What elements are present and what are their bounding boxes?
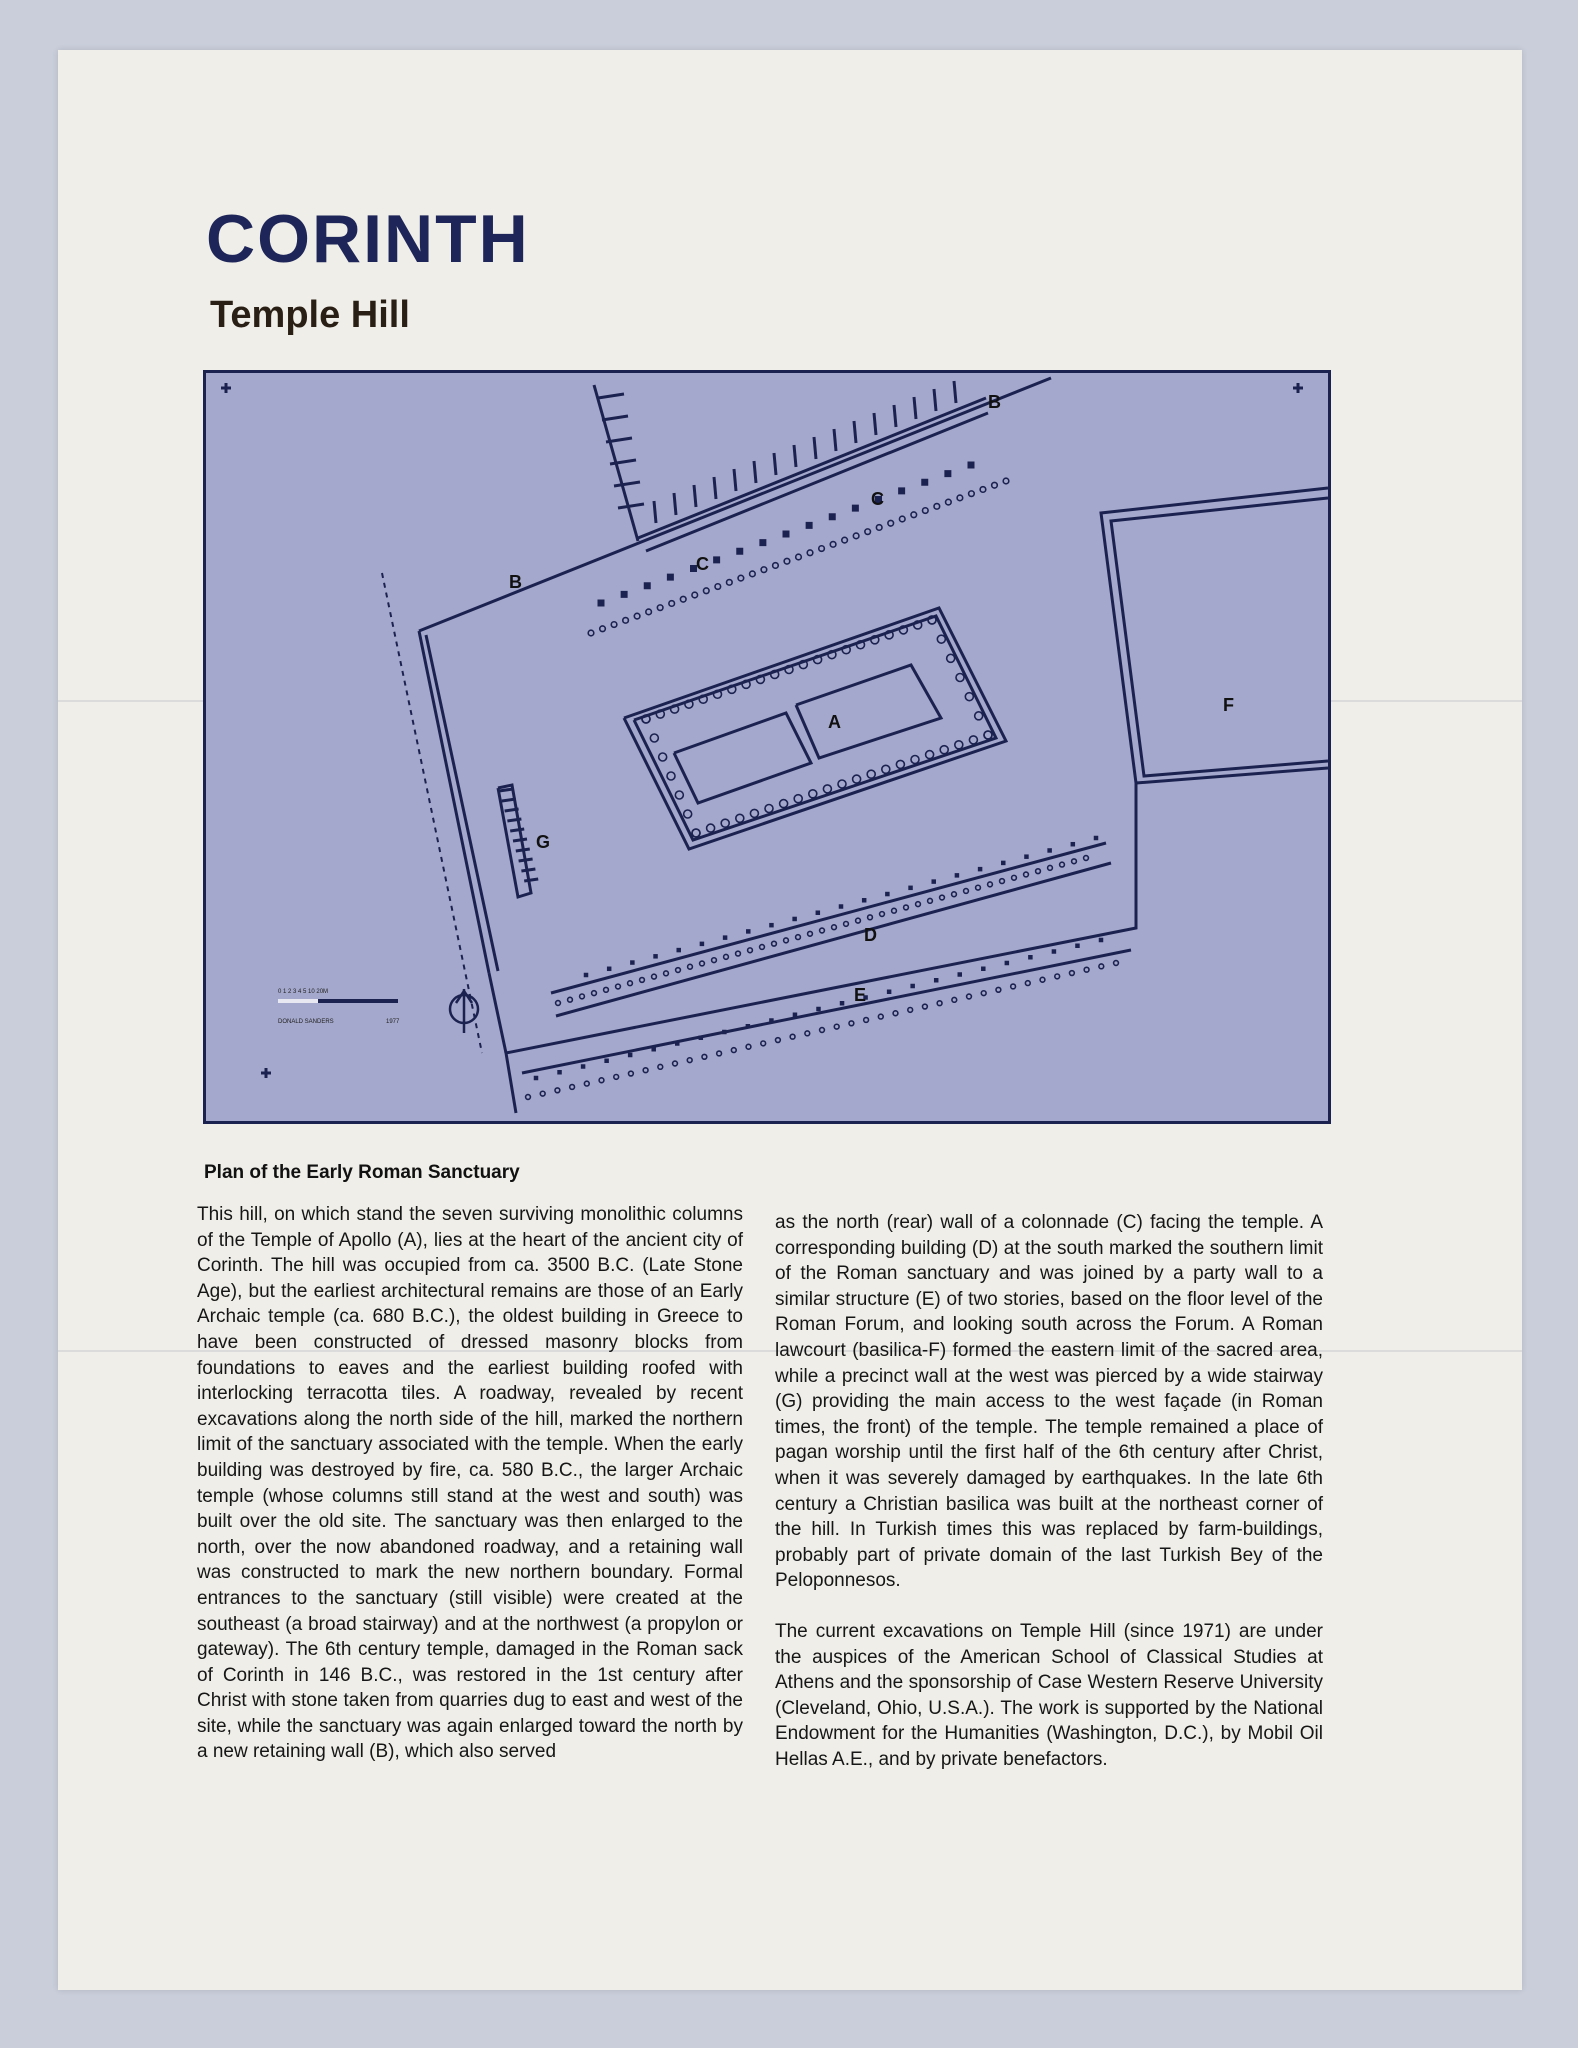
building-d-pier xyxy=(839,904,844,909)
building-e-pier xyxy=(699,1036,704,1041)
colonnade-c-column xyxy=(888,520,894,526)
colonnade-c-pier xyxy=(968,462,975,469)
building-e-column xyxy=(599,1078,604,1083)
building-d-column xyxy=(928,898,933,903)
wall-b-buttress xyxy=(674,493,676,515)
colonnade-c-column xyxy=(761,567,767,573)
scale-label: 0 1 2 3 4 5 10 20M xyxy=(278,989,329,995)
building-e-pier xyxy=(887,990,892,995)
building-e-pier xyxy=(1075,944,1080,949)
wall-b-buttress xyxy=(814,437,816,459)
building-d-pier xyxy=(1047,848,1052,853)
temple-column xyxy=(765,805,773,813)
colonnade-c-pier xyxy=(598,600,605,607)
colonnade-c-column xyxy=(692,592,698,598)
stair-step xyxy=(499,789,513,791)
temple-column xyxy=(650,734,658,742)
building-e-pier xyxy=(1028,955,1033,960)
building-d-column xyxy=(712,958,717,963)
stair-step xyxy=(510,829,524,831)
basilica-f-inner xyxy=(1111,498,1328,776)
building-d-column xyxy=(568,997,573,1002)
building-e-column xyxy=(1040,977,1045,982)
colonnade-c-column xyxy=(784,558,790,564)
building-e-column xyxy=(996,987,1001,992)
building-e-column xyxy=(834,1024,839,1029)
stair-step xyxy=(519,859,533,861)
paragraph: as the north (rear) wall of a colonnade (C) facing the temple. A corresponding building (D) at the south marked the southern limit of the Roman sanctuary and was joined by a party wall to a similar structure (E) of two stories, based on the floor level of the Roman Forum, and looking south across the Forum. A Roman lawcourt (basilica-F) formed the eastern limit of the sacred area, while a precinct wall at the west was pierced by a wide stairway (G) providing the main access to the west façade (in Roman times, the front) of the temple. The temple remained a place of pagan worship until the first half of the 6th century after Christ, when it was severely damaged by earthquakes. In the late 6th century a Christian basilica was built at the northeast corner of the hill. In Turkish times this was replaced by farm-buildings, probably part of private domain of the last Turkish Bey of the Peloponnesos. xyxy=(775,1212,1323,1592)
building-e-column xyxy=(908,1008,913,1013)
colonnade-c-column xyxy=(773,563,779,569)
building-d-pier xyxy=(1001,861,1006,866)
wall-b-north-inner xyxy=(646,413,988,551)
building-d-pier xyxy=(630,960,635,965)
label-f: F xyxy=(1223,695,1234,715)
colonnade-c-pier xyxy=(829,513,836,520)
building-e-pier xyxy=(722,1030,727,1035)
text-column-right xyxy=(775,1210,1323,1797)
building-d-column xyxy=(832,925,837,930)
building-d-column xyxy=(1060,862,1065,867)
colonnade-c-column xyxy=(680,596,686,602)
colonnade-c-column xyxy=(830,542,836,548)
temple-column xyxy=(956,674,964,682)
temple-column xyxy=(955,741,963,749)
label-b-top: B xyxy=(988,392,1001,412)
building-e-column xyxy=(790,1034,795,1039)
building-e-column xyxy=(1114,961,1119,966)
building-e-pier xyxy=(1099,938,1104,943)
wall-b-buttress xyxy=(734,469,736,491)
colonnade-c-column xyxy=(623,618,629,624)
building-d-column xyxy=(772,941,777,946)
building-d-column xyxy=(904,905,909,910)
wall-b-buttress xyxy=(874,413,876,435)
building-d-column xyxy=(1036,869,1041,874)
building-e-pier xyxy=(604,1059,609,1064)
building-d-pier xyxy=(723,935,728,940)
wall-b-west-tooth xyxy=(602,416,628,420)
building-e-column xyxy=(614,1075,619,1080)
building-d-column xyxy=(652,974,657,979)
temple-column xyxy=(667,772,675,780)
colonnade-c-column xyxy=(807,550,813,556)
temple-a-cella-east xyxy=(796,665,941,758)
stair-step xyxy=(513,839,527,841)
page-title: CORINTH xyxy=(206,201,530,277)
colonnade-c-pier xyxy=(806,522,813,529)
temple-column xyxy=(896,760,904,768)
label-e: E xyxy=(854,985,867,1005)
colonnade-c-column xyxy=(600,626,606,632)
building-e-column xyxy=(526,1095,531,1100)
colonnade-c-column xyxy=(588,630,594,636)
building-d-column xyxy=(1000,879,1005,884)
colonnade-c-column xyxy=(703,588,709,594)
building-d-column xyxy=(640,978,645,983)
building-e-column xyxy=(776,1038,781,1043)
building-d-column xyxy=(940,895,945,900)
wall-b-buttress xyxy=(794,445,796,467)
wall-b-west-tooth xyxy=(598,394,624,398)
temple-column xyxy=(882,765,890,773)
building-e-column xyxy=(923,1004,928,1009)
building-d-column xyxy=(868,915,873,920)
temple-column xyxy=(969,736,977,744)
stair-step xyxy=(516,849,530,851)
building-e-column xyxy=(864,1018,869,1023)
colonnade-c-pier xyxy=(852,505,859,512)
wall-b-buttress xyxy=(694,485,696,507)
building-d-pier xyxy=(978,867,983,872)
building-e-pier xyxy=(746,1024,751,1029)
colonnade-c-column xyxy=(957,495,963,501)
building-d-column xyxy=(964,889,969,894)
building-e-column xyxy=(820,1028,825,1033)
wall-b-west-tooth xyxy=(614,482,640,486)
temple-column xyxy=(975,712,983,720)
building-e-column xyxy=(555,1088,560,1093)
building-e-column xyxy=(570,1085,575,1090)
colonnade-c-column xyxy=(946,499,952,505)
wall-b-buttress xyxy=(834,429,836,451)
precinct-wall-west-lower xyxy=(489,973,506,1053)
building-d-column xyxy=(844,922,849,927)
colonnade-c-pier xyxy=(783,531,790,538)
stair-step xyxy=(507,819,521,821)
temple-column xyxy=(965,693,973,701)
building-e-pier xyxy=(675,1041,680,1046)
building-e-column xyxy=(540,1091,545,1096)
building-e-column xyxy=(629,1071,634,1076)
wall-b-buttress xyxy=(854,421,856,443)
building-d-column xyxy=(856,918,861,923)
label-b-left: B xyxy=(509,572,522,592)
building-e-pier xyxy=(1052,949,1057,954)
building-e-column xyxy=(761,1041,766,1046)
building-e-column xyxy=(1025,981,1030,986)
colonnade-c-column xyxy=(819,546,825,552)
temple-column xyxy=(853,775,861,783)
colonnade-c-column xyxy=(634,613,640,619)
building-d-column xyxy=(880,912,885,917)
label-c-left: C xyxy=(696,554,709,574)
building-d-column xyxy=(1072,859,1077,864)
page-subtitle: Temple Hill xyxy=(210,294,410,336)
plan-credit: DONALD SANDERS xyxy=(278,1019,334,1025)
building-d-pier xyxy=(885,892,890,897)
temple-column xyxy=(707,824,715,832)
text-column-left xyxy=(197,1202,743,1790)
colonnade-c-column xyxy=(923,508,929,514)
temple-column xyxy=(911,756,919,764)
wall-b-north xyxy=(638,398,986,538)
building-e-column xyxy=(981,991,986,996)
building-d-column xyxy=(664,971,669,976)
scale-bar xyxy=(278,989,400,1025)
label-c-top: C xyxy=(871,489,884,509)
building-d-pier xyxy=(1024,854,1029,859)
building-e-pier xyxy=(958,972,963,977)
temple-column xyxy=(684,810,692,818)
building-d-pier xyxy=(1071,842,1076,847)
precinct-wall-north xyxy=(419,378,1051,631)
colonnade-c-column xyxy=(727,580,733,586)
building-e-pier xyxy=(840,1001,845,1006)
building-e-column xyxy=(717,1051,722,1056)
building-e-pier xyxy=(651,1047,656,1052)
colonnade-c-column xyxy=(842,537,848,543)
building-d-pier xyxy=(607,967,612,972)
wall-b-west-tooth xyxy=(618,504,644,508)
building-e-column xyxy=(702,1054,707,1059)
building-d-pier xyxy=(700,942,705,947)
building-d-column xyxy=(688,964,693,969)
stair-step xyxy=(505,809,519,811)
building-d-inner xyxy=(556,863,1111,1016)
colonnade-c-column xyxy=(853,533,859,539)
colonnade-c-column xyxy=(992,482,998,488)
temple-column xyxy=(947,654,955,662)
wall-b-buttress xyxy=(894,405,896,427)
north-arrow-icon xyxy=(450,989,478,1033)
building-e-column xyxy=(1084,967,1089,972)
building-e-column xyxy=(1070,971,1075,976)
colonnade-c-column xyxy=(969,491,975,497)
building-d-column xyxy=(820,928,825,933)
building-d-column xyxy=(616,984,621,989)
building-d-column xyxy=(976,885,981,890)
temple-column xyxy=(692,829,700,837)
building-e-column xyxy=(952,997,957,1002)
colonnade-c-column xyxy=(980,487,986,493)
building-d-column xyxy=(700,961,705,966)
colonnade-c-column xyxy=(657,605,663,611)
building-e-column xyxy=(805,1031,810,1036)
building-d-column xyxy=(604,987,609,992)
temple-column xyxy=(809,790,817,798)
plan-caption: Plan of the Early Roman Sanctuary xyxy=(204,1162,520,1183)
stair-step xyxy=(502,799,516,801)
colonnade-c-column xyxy=(911,512,917,518)
building-e-column xyxy=(643,1068,648,1073)
building-e-column xyxy=(893,1011,898,1016)
document-page xyxy=(58,50,1522,1990)
colonnade-c-pier xyxy=(667,574,674,581)
building-d-pier xyxy=(746,929,751,934)
temple-a-cella-west xyxy=(674,713,811,803)
wall-b-buttress xyxy=(954,381,956,403)
building-e-column xyxy=(878,1014,883,1019)
building-e-pier xyxy=(793,1013,798,1018)
wall-b-buttress xyxy=(774,453,776,475)
building-d-column xyxy=(796,935,801,940)
building-d-column xyxy=(988,882,993,887)
building-e-pier xyxy=(557,1070,562,1075)
precinct-wall-west-inner xyxy=(426,635,498,971)
building-e-column xyxy=(967,994,972,999)
building-d-pier xyxy=(862,898,867,903)
building-d-pier xyxy=(908,886,913,891)
wall-b-buttress xyxy=(914,397,916,419)
building-e-column xyxy=(937,1001,942,1006)
colonnade-c-pier xyxy=(644,582,651,589)
building-d-column xyxy=(916,902,921,907)
building-d-pier xyxy=(676,948,681,953)
building-e-pier xyxy=(769,1018,774,1023)
temple-column xyxy=(750,809,758,817)
temple-column xyxy=(736,814,744,822)
building-e-column xyxy=(746,1044,751,1049)
sanctuary-plan xyxy=(203,370,1331,1124)
label-g: G xyxy=(536,832,551,852)
temple-column xyxy=(937,635,945,643)
temple-column xyxy=(867,770,875,778)
building-d-column xyxy=(748,948,753,953)
building-e-pier xyxy=(1005,961,1010,966)
wall-b-buttress xyxy=(714,477,716,499)
building-d-pier xyxy=(792,917,797,922)
temple-column xyxy=(721,819,729,827)
colonnade-c-column xyxy=(738,575,744,581)
label-a: A xyxy=(828,712,841,732)
building-e-column xyxy=(1099,964,1104,969)
wall-b-buttress xyxy=(934,389,936,411)
plan-credit-year: 1977 xyxy=(386,1019,400,1025)
wall-b-buttress xyxy=(654,501,656,523)
building-d-column xyxy=(724,954,729,959)
building-d-column xyxy=(892,908,897,913)
building-e-column xyxy=(687,1058,692,1063)
temple-column xyxy=(659,753,667,761)
building-d-column xyxy=(1012,875,1017,880)
building-d-pier xyxy=(931,879,936,884)
building-e-column xyxy=(849,1021,854,1026)
colonnade-c-column xyxy=(899,516,905,522)
building-d-column xyxy=(592,991,597,996)
temple-column xyxy=(794,795,802,803)
building-e-pier xyxy=(628,1053,633,1058)
building-e-pier xyxy=(534,1076,539,1081)
colonnade-c-column xyxy=(646,609,652,615)
building-e-column xyxy=(731,1048,736,1053)
plan-drawing xyxy=(206,373,1328,1121)
building-e-pier xyxy=(910,984,915,989)
building-d-column xyxy=(808,931,813,936)
label-d: D xyxy=(864,925,877,945)
temple-column xyxy=(940,746,948,754)
building-d-column xyxy=(676,968,681,973)
building-d-column xyxy=(1084,856,1089,861)
colonnade-c-column xyxy=(876,525,882,531)
colonnade-c-column xyxy=(750,571,756,577)
building-d-pier xyxy=(653,954,658,959)
temple-column xyxy=(984,731,992,739)
colonnade-c-column xyxy=(611,622,617,628)
temple-column xyxy=(823,785,831,793)
building-e-pier xyxy=(934,978,939,983)
dashed-line xyxy=(382,573,482,1053)
temple-column xyxy=(675,791,683,799)
building-e-column xyxy=(1011,984,1016,989)
building-e-pier xyxy=(981,967,986,972)
building-e-column xyxy=(673,1061,678,1066)
building-d-column xyxy=(1048,865,1053,870)
building-d-pier xyxy=(584,973,589,978)
building-e-inner xyxy=(522,950,1131,1073)
stair-step xyxy=(521,869,535,871)
temple-column xyxy=(780,800,788,808)
colonnade-c-column xyxy=(715,584,721,590)
building-e-column xyxy=(584,1081,589,1086)
building-d-pier xyxy=(769,923,774,928)
colonnade-c-pier xyxy=(759,539,766,546)
building-d-column xyxy=(784,938,789,943)
building-e-column xyxy=(1055,974,1060,979)
colonnade-c-pier xyxy=(713,556,720,563)
building-d-column xyxy=(628,981,633,986)
colonnade-c-pier xyxy=(898,487,905,494)
colonnade-c-pier xyxy=(621,591,628,598)
building-e-column xyxy=(658,1064,663,1069)
colonnade-c-pier xyxy=(921,479,928,486)
building-e-outline xyxy=(506,783,1136,1113)
building-e-pier xyxy=(816,1007,821,1012)
building-d-column xyxy=(1024,872,1029,877)
paragraph: This hill, on which stand the seven surviving monolithic columns of the Temple of Apollo (A), lies at the heart of the ancient city of Corinth. The hill was occupied from ca. 3500 B.C. (Late Stone Age), but the earliest architectural remains are those of an Early Archaic temple (ca. 680 B.C.), the oldest building in Greece to have been constructed of dressed masonry blocks from foundations to eaves and the earliest building roofed with interlocking terracotta tiles. A roadway, revealed by recent excavations along the north side of the hill, marked the northern limit of the sanctuary associated with the temple. When the early building was destroyed by fire, ca. 580 B.C., the larger Archaic temple (whose columns still stand at the west and south) was built over the old site. The sanctuary was then enlarged to the north, over the now abandoned roadway, and a retaining wall was constructed to mark the new northern boundary. Formal entrances to the sanctuary (still visible) were created at the southeast (a broad stairway) and at the northwest (a propylon or gateway). The 6th century temple, damaged in the Roman sack of Corinth in 146 B.C., was restored in the 1st century after Christ with stone taken from quarries dug to east and west of the site, while the sanctuary was again enlarged toward the north by a new retaining wall (B), which also served xyxy=(197,1204,743,1763)
colonnade-c-column xyxy=(865,529,871,535)
building-d-pier xyxy=(955,873,960,878)
building-d-column xyxy=(736,951,741,956)
building-d-column xyxy=(760,945,765,950)
paragraph: The current excavations on Temple Hill (since 1971) are under the auspices of the American School of Classical Studies at Athens and the sponsorship of Case Western Reserve University (Cleveland, Ohio, U.S.A.). The work is supported by the National Endowment for the Humanities (Washington, D.C.), by Mobil Oil Hellas A.E., and by private benefactors. xyxy=(775,1620,1323,1770)
colonnade-c-column xyxy=(1003,478,1009,484)
temple-column xyxy=(838,780,846,788)
colonnade-c-column xyxy=(796,554,802,560)
colonnade-c-column xyxy=(934,504,940,510)
building-d-column xyxy=(952,892,957,897)
colonnade-c-column xyxy=(669,601,675,607)
building-d-pier xyxy=(816,910,821,915)
stair-step xyxy=(524,879,538,881)
colonnade-c-pier xyxy=(736,548,743,555)
building-d-pier xyxy=(1094,836,1099,841)
building-e-pier xyxy=(581,1064,586,1069)
basilica-f-outline xyxy=(1101,488,1328,783)
building-d-column xyxy=(580,994,585,999)
building-d-column xyxy=(556,1001,561,1006)
wall-b-buttress xyxy=(754,461,756,483)
temple-column xyxy=(926,751,934,759)
colonnade-c-pier xyxy=(944,470,951,477)
